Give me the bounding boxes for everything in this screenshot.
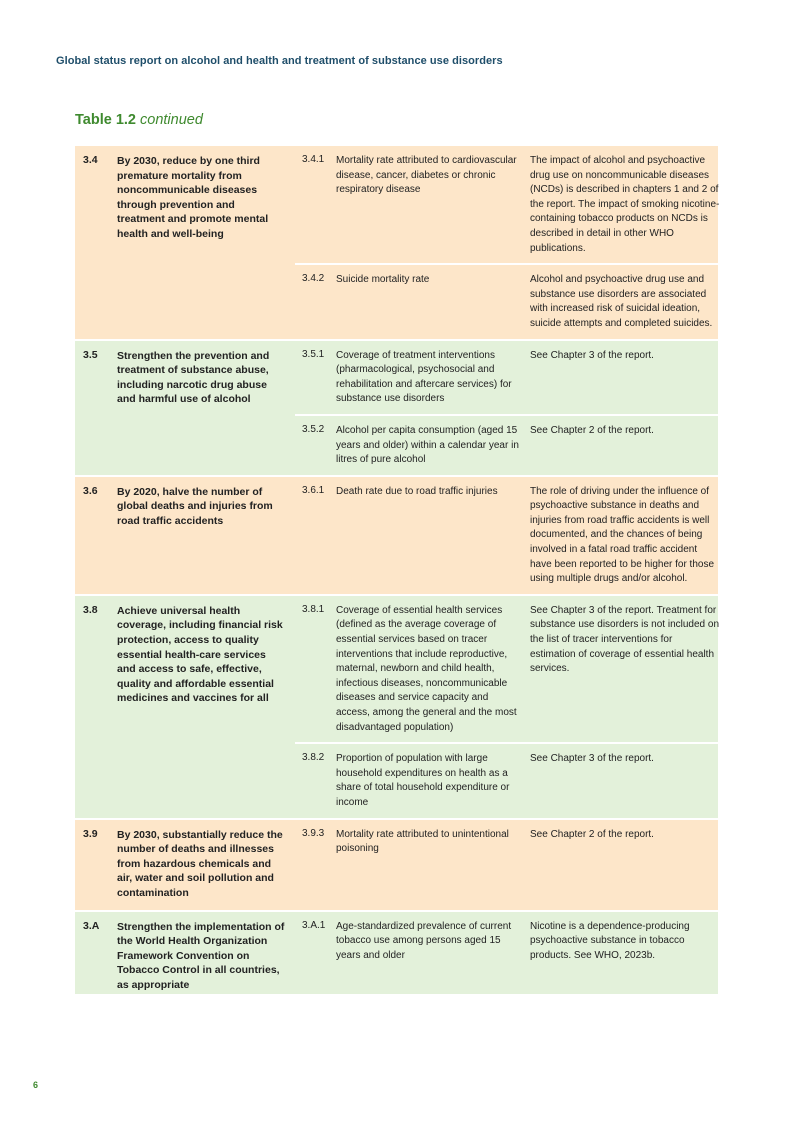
table-row-group bbox=[75, 146, 718, 339]
indicator-number: 3.6.1 bbox=[302, 484, 325, 496]
indicator-description: Death rate due to road traffic injuries bbox=[336, 485, 498, 497]
indicator-number: 3.4.2 bbox=[302, 273, 325, 285]
indicator-number: 3.9.3 bbox=[302, 827, 325, 839]
indicator-description: Coverage of treatment interventions (pharmacological, psychosocial and rehabilitation and aftercare services) for substance use disorders bbox=[336, 349, 512, 405]
table-title-number: Table 1.2 bbox=[75, 112, 136, 128]
target-description: Strengthen the prevention and treatment of substance abuse, including narcotic drug abuse and harmful use of alcohol bbox=[117, 349, 270, 406]
indicator-row bbox=[295, 414, 718, 475]
indicator-note: Nicotine is a dependence-producing psychoactive substance in tobacco products. See WHO, 2023b. bbox=[530, 920, 690, 961]
table-row-group bbox=[75, 341, 718, 475]
table-title bbox=[75, 112, 203, 128]
indicator-description: Suicide mortality rate bbox=[336, 274, 430, 286]
indicator-row bbox=[295, 477, 718, 594]
indicator-row bbox=[295, 596, 718, 742]
indicator-row bbox=[295, 912, 718, 971]
target-number: 3.8 bbox=[83, 603, 98, 616]
indicator-number: 3.4.1 bbox=[302, 154, 325, 165]
indicator-row bbox=[295, 341, 718, 414]
target-number: 3.6 bbox=[83, 484, 98, 497]
target-description: By 2030, reduce by one third premature mortality from noncommunicable diseases through prevention and treatment and promote mental health and well-being bbox=[117, 155, 269, 240]
table-title-continued: continued bbox=[140, 112, 203, 128]
indicator-number: 3.8.2 bbox=[302, 752, 325, 764]
indicator-note: Alcohol and psychoactive drug use and substance use disorders are associated with increased risk of suicidal ideation, suicide attempts and completed suicides. bbox=[530, 274, 713, 329]
indicator-description: Alcohol per capita consumption (aged 15 years and older) within a calendar year in litres of pure alcohol bbox=[336, 424, 519, 466]
target-description: Achieve universal health coverage, including financial risk protection, access to quality essential health-care services and access to safe, effective, quality and affordable essential medicines and vaccines for all bbox=[117, 604, 283, 705]
indicator-note: See Chapter 3 of the report. bbox=[530, 753, 654, 765]
indicator-row bbox=[295, 820, 718, 864]
indicator-number: 3.A.1 bbox=[302, 919, 326, 931]
indicator-row bbox=[295, 742, 718, 817]
indicator-note: The role of driving under the influence of psychoactive substance in deaths and injuries from road traffic accidents is well documented, and the chances of being involved in a fatal road traffic accident have been reported to be higher for those using multiple drugs and/or alcohol. bbox=[530, 485, 715, 585]
indicator-note: See Chapter 2 of the report. bbox=[530, 828, 654, 840]
running-header: Global status report on alcohol and health and treatment of substance use disorders bbox=[56, 55, 503, 67]
indicator-note: See Chapter 2 of the report. bbox=[530, 424, 654, 436]
table-row-group bbox=[75, 477, 718, 594]
target-number: 3.9 bbox=[83, 827, 98, 840]
target-number: 3.5 bbox=[83, 348, 98, 361]
table-row-group bbox=[75, 820, 718, 910]
table-row-group bbox=[75, 912, 718, 994]
indicator-description: Mortality rate attributed to cardiovascular disease, cancer, diabetes or chronic respiratory disease bbox=[336, 155, 517, 196]
table-row-group bbox=[75, 596, 718, 818]
target-description: By 2020, halve the number of global deaths and injuries from road traffic accidents bbox=[117, 485, 273, 527]
indicator-row bbox=[295, 146, 718, 263]
indicator-description: Age-standardized prevalence of current tobacco use among persons aged 15 years and older bbox=[336, 920, 512, 961]
indicator-description: Proportion of population with large household expenditures on health as a share of total household expenditure or income bbox=[336, 753, 510, 808]
indicator-note: See Chapter 3 of the report. bbox=[530, 349, 654, 361]
indicator-number: 3.5.2 bbox=[302, 423, 325, 435]
target-description: Strengthen the implementation of the World Health Organization Framework Convention on Tobacco Control in all countries, as appropriate bbox=[117, 920, 285, 991]
indicator-note: See Chapter 3 of the report. Treatment for substance use disorders is not included on the list of tracer interventions for estimation of coverage of essential health services. bbox=[530, 604, 720, 675]
indicator-description: Coverage of essential health services (defined as the average coverage of essential services based on tracer interventions that include reproductive, maternal, newborn and child health, infectious diseases, noncommunicable diseases and service capacity and access, among the general and the most disadvantaged population) bbox=[336, 604, 517, 733]
indicator-row bbox=[295, 263, 718, 338]
target-description: By 2030, substantially reduce the number of deaths and illnesses from hazardous chemicals and air, water and soil pollution and contamination bbox=[117, 828, 283, 899]
target-number: 3.A bbox=[83, 919, 100, 932]
indicator-note: The impact of alcohol and psychoactive drug use on noncommunicable diseases (NCDs) is described in chapters 1 and 2 of the report. The impact of smoking nicotine-containing tobacco products on NCDs is described in detail in other WHO publications. bbox=[530, 155, 720, 254]
page-number: 6 bbox=[33, 1080, 39, 1090]
target-number: 3.4 bbox=[83, 154, 98, 166]
indicator-number: 3.5.1 bbox=[302, 348, 325, 360]
indicator-number: 3.8.1 bbox=[302, 603, 325, 615]
sdg-target-table bbox=[75, 146, 718, 994]
indicator-description: Mortality rate attributed to unintentional poisoning bbox=[336, 828, 509, 855]
